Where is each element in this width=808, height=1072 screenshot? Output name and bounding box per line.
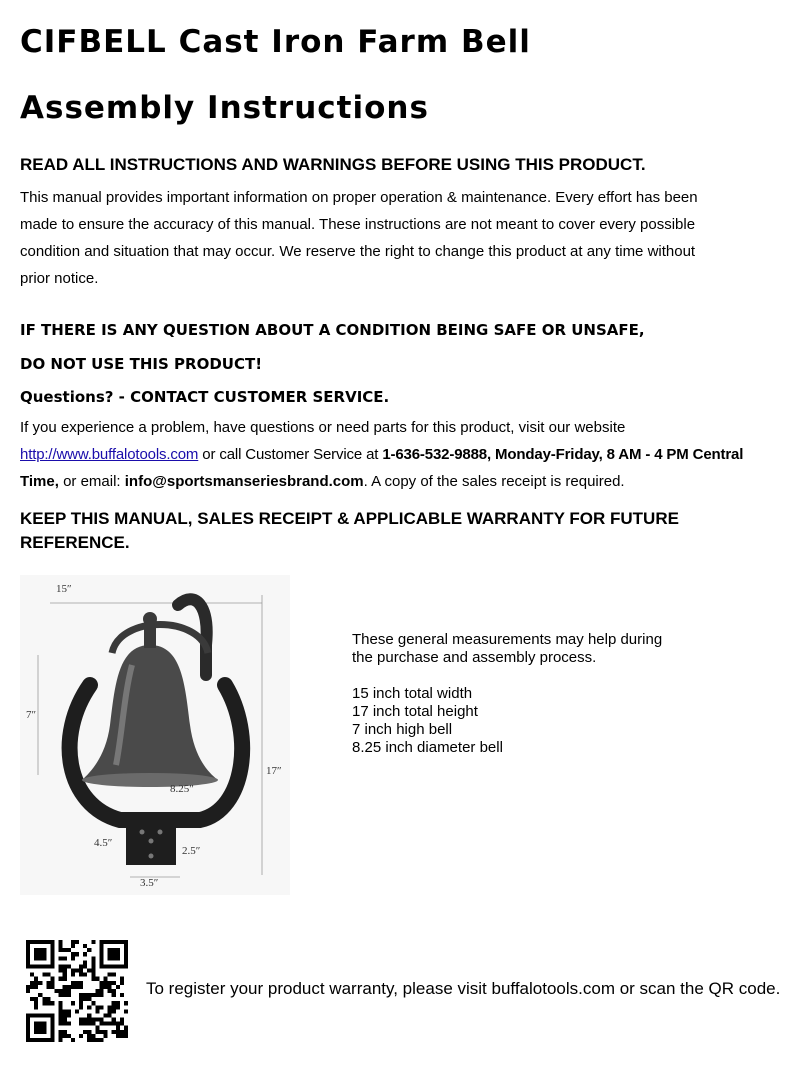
intro-paragraph [20, 184, 800, 292]
contact-line [20, 441, 806, 468]
contact-line [20, 468, 806, 495]
measurement-item: 8.25 inch diameter bell [352, 739, 503, 756]
time-zone-text: Time, [20, 473, 59, 490]
measurement-item: 17 inch total height [352, 703, 478, 720]
manual-title: CIFBELL Cast Iron Farm Bell [20, 24, 531, 60]
questions-heading: Questions? - CONTACT CUSTOMER SERVICE. [20, 388, 390, 406]
phone-hours: 1-636-532-9888, Monday-Friday, 8 AM - 4 PM Central [382, 446, 744, 463]
measurement-item: 15 inch total width [352, 685, 473, 702]
diameter-label: 8.25″ [170, 783, 194, 795]
measurements-intro: These general measurements may help during [352, 631, 663, 648]
keep-manual-line2: REFERENCE. [20, 533, 130, 552]
measurements-block [352, 631, 662, 757]
contact-line: If you experience a problem, have questions or need parts for this product, visit our website [20, 419, 626, 436]
bell-illustration [20, 575, 290, 895]
intro-line: prior notice. [20, 270, 99, 287]
width-label: 15″ [56, 583, 72, 595]
intro-line: condition and situation that may occur. We reserve the right to change this product at any time without [20, 243, 696, 260]
measurement-item: 7 inch high bell [352, 721, 453, 738]
qr-code[interactable] [26, 940, 128, 1042]
intro-line: This manual provides important information on proper operation & maintenance. Every effort has been [20, 189, 698, 206]
base-left-label: 4.5″ [94, 837, 113, 849]
bell-diagram [20, 575, 290, 895]
warranty-text: To register your product warranty, please visit buffalotools.com or scan the QR code. [146, 979, 781, 998]
safety-warning-line2: DO NOT USE THIS PRODUCT! [20, 355, 263, 373]
warning-heading: READ ALL INSTRUCTIONS AND WARNINGS BEFORE USING THIS PRODUCT. [20, 155, 646, 174]
website-link[interactable]: http://www.buffalotools.com [20, 446, 199, 463]
email-prefix: or email: [58, 473, 125, 490]
bell-height-label: 7″ [26, 709, 37, 721]
contact-paragraph [20, 414, 806, 495]
safety-warning-line1: IF THERE IS ANY QUESTION ABOUT A CONDITION BEING SAFE OR UNSAFE, [20, 321, 645, 339]
intro-line: made to ensure the accuracy of this manual. These instructions are not meant to cover every possible [20, 216, 696, 233]
receipt-note: . A copy of the sales receipt is required. [363, 473, 625, 490]
call-text: or call Customer Service at [198, 446, 383, 463]
measurements-intro: the purchase and assembly process. [352, 649, 597, 666]
qr-code-image [26, 940, 128, 1042]
total-height-label: 17″ [266, 765, 282, 777]
keep-manual-line1: KEEP THIS MANUAL, SALES RECEIPT & APPLICABLE WARRANTY FOR FUTURE [20, 509, 679, 528]
manual-subtitle: Assembly Instructions [20, 90, 429, 126]
base-width-label: 3.5″ [140, 877, 159, 889]
base-right-label: 2.5″ [182, 845, 201, 857]
email-address[interactable]: info@sportsmanseriesbrand.com [124, 473, 364, 490]
